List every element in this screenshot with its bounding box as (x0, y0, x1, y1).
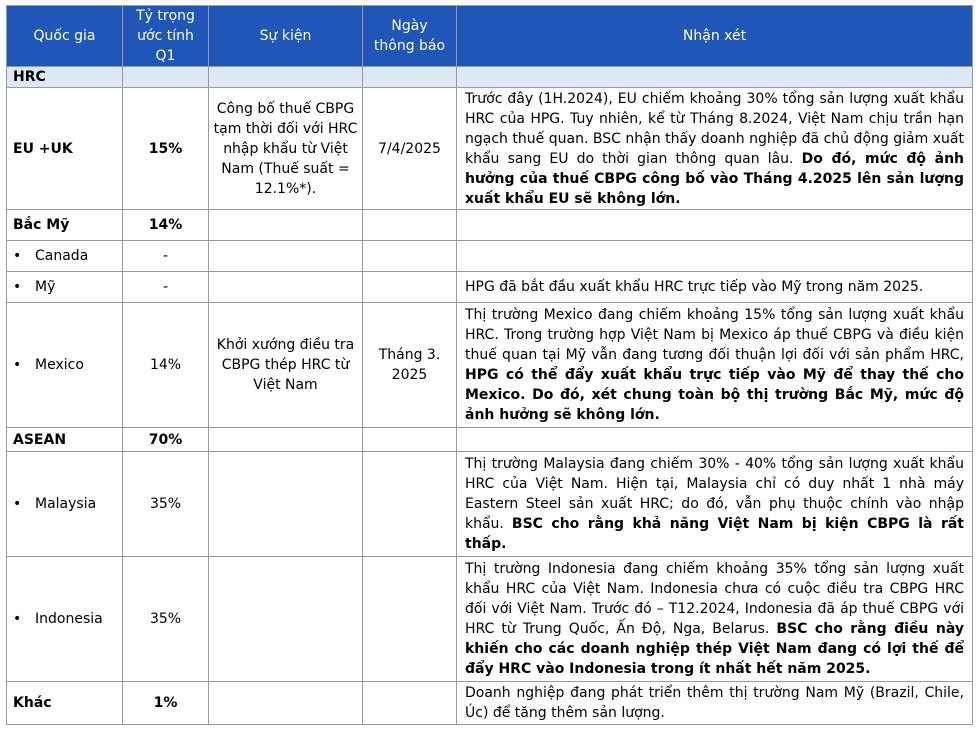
comment-cell (457, 303, 973, 428)
header-weight-line1: Tỷ trọng (136, 8, 195, 24)
comment-text: Thị trường Mexico đang chiếm khoảng 15% tổng sản lượng xuất khẩu HRC. Trong trường hợp Việt Nam bị Mexico áp thuế CBPG và điều kiện thuế quan tại Mỹ vẫn đang tương đối thuận lợi đối với sản phẩm HRC, (465, 307, 964, 363)
event-cell: Khởi xướng điều tra CBPG thép HRC từ Việt Nam (209, 303, 363, 428)
table-row-indonesia (7, 557, 973, 682)
weight-cell: 15% (123, 88, 209, 210)
comment-bold-text: HPG có thể đẩy xuất khẩu trực tiếp vào Mỹ để thay thế cho Mexico. Do đó, xét chung toàn bộ thị trường Bắc Mỹ, mức độ ảnh hưởng sẽ không lớn. (465, 367, 964, 423)
comment-bold-text: BSC cho rằng khả năng Việt Nam bị kiện CBPG là rất thấp. (465, 516, 964, 552)
country-name: Indonesia (35, 611, 103, 627)
comment-text: Thị trường Malaysia đang chiếm 30% - 40% tổng sản lượng xuất khẩu HRC của Việt Nam. Hiện tại, Malaysia chỉ có duy nhất 1 nhà máy Eastern Steel sản xuất HRC; do đó, vẫn phụ thuộc chính vào nhập khẩu. (465, 456, 964, 532)
bullet-icon: • (13, 248, 22, 264)
comment-cell: HPG đã bắt đầu xuất khẩu HRC trực tiếp vào Mỹ trong năm 2025. (457, 272, 973, 303)
comment-bold-text: BSC cho rằng điều này khiến cho các doanh nghiệp thép Việt Nam đang có lợi thế để đẩy HRC vào Indonesia trong ít nhất hết năm 2025. (465, 621, 964, 677)
section-row-hrc (7, 67, 973, 88)
header-date-line2: thông báo (373, 38, 446, 54)
header-country: Quốc gia (7, 6, 123, 67)
country-cell: Bắc Mỹ (7, 210, 123, 241)
table-row-malaysia (7, 452, 973, 557)
weight-cell: 14% (123, 210, 209, 241)
weight-cell: - (123, 272, 209, 303)
country-cell (7, 241, 123, 272)
country-cell (7, 272, 123, 303)
country-cell (7, 557, 123, 682)
header-row (7, 6, 973, 67)
bullet-icon: • (13, 611, 22, 627)
header-comment: Nhận xét (457, 6, 973, 67)
country-name: Mỹ (35, 279, 56, 295)
comment-cell (457, 88, 973, 210)
comment-cell (457, 452, 973, 557)
weight-cell: 14% (123, 303, 209, 428)
weight-cell: - (123, 241, 209, 272)
country-name: Canada (35, 248, 89, 264)
bullet-icon: • (13, 279, 22, 295)
header-weight (123, 6, 209, 67)
header-weight-line2: ước tính (137, 28, 194, 44)
country-cell: Khác (7, 682, 123, 725)
table-row-mexico (7, 303, 973, 428)
country-cell (7, 303, 123, 428)
comment-text: Thị trường Indonesia đang chiếm khoảng 35% tổng sản lượng xuất khẩu HRC của Việt Nam. Indonesia chưa có cuộc điều tra CBPG HRC đối với Việt Nam. Trước đó – T12.2024, Indonesia đã áp thuế CBPG với HRC từ Trung Quốc, Ấn Độ, Nga, Belarus. (465, 561, 964, 637)
event-cell: Công bố thuế CBPG tạm thời đối với HRC nhập khẩu từ Việt Nam (Thuế suất = 12.1%*). (209, 88, 363, 210)
table-row-asean (7, 428, 973, 452)
weight-cell: 70% (123, 428, 209, 452)
weight-cell: 35% (123, 557, 209, 682)
country-cell: ASEAN (7, 428, 123, 452)
country-name: Malaysia (35, 496, 97, 512)
country-cell (7, 452, 123, 557)
country-name: Mexico (35, 357, 84, 373)
date-cell: Tháng 3. 2025 (363, 303, 457, 428)
comment-cell (457, 557, 973, 682)
comment-cell: Doanh nghiệp đang phát triển thêm thị trường Nam Mỹ (Brazil, Chile, Úc) để tăng thêm sản lượng. (457, 682, 973, 725)
table-row-north-america (7, 210, 973, 241)
table-row-eu (7, 88, 973, 210)
bullet-icon: • (13, 496, 22, 512)
header-event: Sự kiện (209, 6, 363, 67)
section-title: HRC (7, 67, 123, 88)
table-row-other (7, 682, 973, 725)
header-weight-line3: Q1 (155, 48, 176, 64)
country-cell: EU +UK (7, 88, 123, 210)
weight-cell: 35% (123, 452, 209, 557)
comment-text: Trước đây (1H.2024), EU chiếm khoảng 30% tổng sản lượng xuất khẩu HRC của HPG. Tuy nhiên, kể từ Tháng 8.2024, Việt Nam chịu trần hạn ngạch thuế quan. BSC nhận thấy doanh nghiệp đã chủ động giảm xuất khẩu sang EU do thời gian thông quan lâu. (465, 90, 964, 167)
table-row-canada (7, 241, 973, 272)
header-date (363, 6, 457, 67)
bullet-icon: • (13, 357, 22, 373)
table-row-usa (7, 272, 973, 303)
weight-cell: 1% (123, 682, 209, 725)
header-date-line1: Ngày (391, 18, 428, 34)
date-cell: 7/4/2025 (363, 88, 457, 210)
hrc-market-table (6, 5, 973, 725)
comment-bold-text: Do đó, mức độ ảnh hưởng của thuế CBPG công bố vào Tháng 4.2025 lên sản lượng xuất khẩu EU sẽ không lớn. (465, 150, 964, 207)
